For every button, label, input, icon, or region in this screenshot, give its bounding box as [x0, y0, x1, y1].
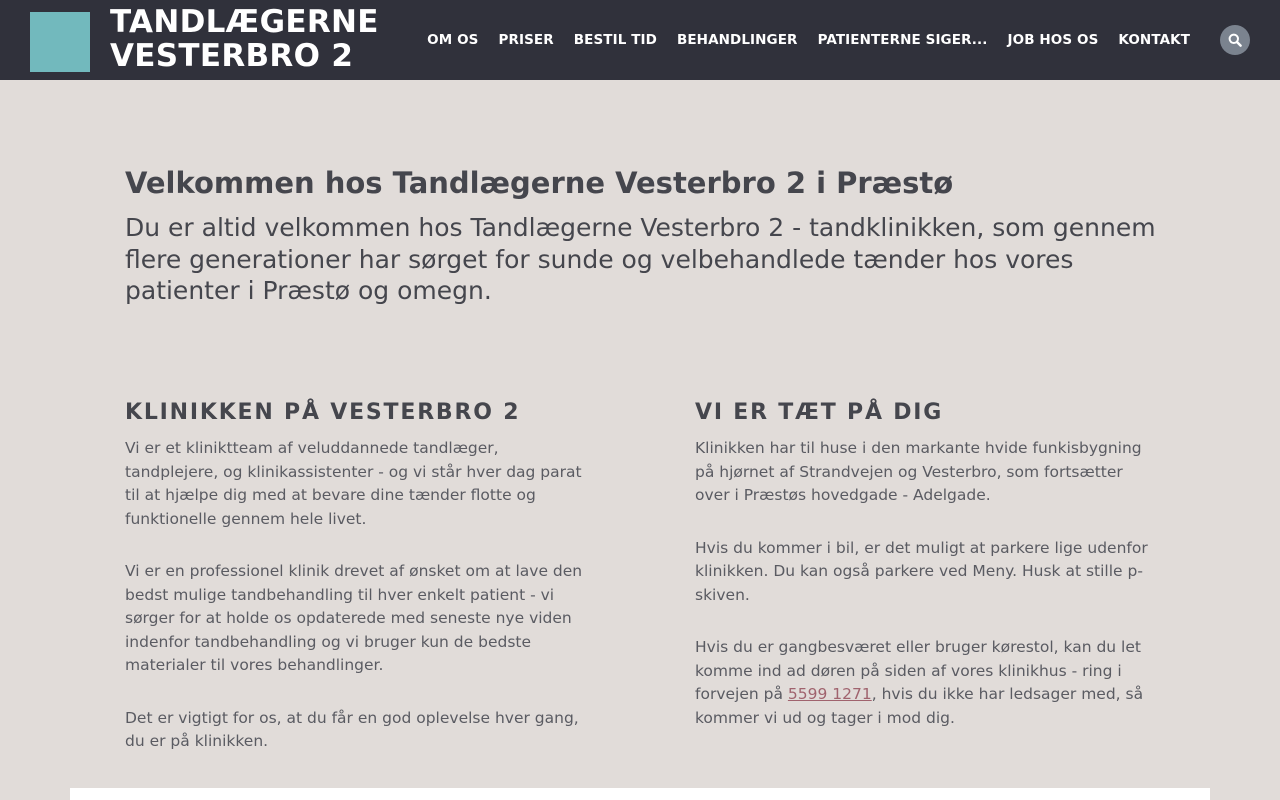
clinic-section — [125, 400, 590, 783]
site-header — [0, 0, 1280, 80]
hero-lead-text: Du er altid velkommen hos Tandlægerne Vesterbro 2 - tandklinikken, som gennem flere generationer har sørget for sunde og velbehandlede tænder hos vores patienter i Præstø og omegn. — [125, 213, 1156, 305]
location-paragraph-3 — [695, 636, 1160, 730]
clinic-paragraph-1: Vi er et kliniktteam af veluddannede tandlæger, tandplejere, og klinikassistenter - og vi står hver dag parat til at hjælpe dig med at bevare dine tænder flotte og funktionelle gennem hele livet. — [125, 439, 582, 528]
clinic-heading: KLINIKKEN PÅ VESTERBRO 2 — [125, 400, 521, 425]
nav-behandlinger[interactable]: BEHANDLINGER — [676, 32, 798, 48]
site-logo[interactable] — [30, 5, 379, 73]
accessibility-text-before: Hvis du er gangbesværet eller bruger kørestol, kan du let komme ind ad døren på siden af vores klinikhus - ring i forvejen på — [695, 638, 1141, 703]
location-paragraph-1: Klinikken har til huse i den markante hvide funkisbygning på hjørnet af Strandvejen og Vesterbro, som fortsætter over i Præstøs hovedgade - Adelgade. — [695, 439, 1142, 504]
accessibility-text-after: , hvis du ikke har ledsager med, så kommer vi ud og tager i mod dig. — [695, 685, 1144, 727]
nav-priser[interactable]: PRISER — [498, 32, 554, 48]
nav-bestil-tid[interactable]: BESTIL TID — [573, 32, 657, 48]
logo-line-2: VESTERBRO 2 — [110, 38, 354, 74]
search-button[interactable] — [1220, 25, 1250, 55]
nav-patienterne-siger[interactable]: PATIENTERNE SIGER... — [817, 32, 988, 48]
search-icon — [1228, 33, 1242, 47]
nav-kontakt[interactable]: KONTAKT — [1118, 32, 1190, 48]
logo-line-1: TANDLÆGERNE — [110, 4, 379, 40]
clinic-paragraph-3: Det er vigtigt for os, at du får en god oplevelse hver gang, du er på klinikken. — [125, 708, 579, 750]
phone-link[interactable]: 5599 1271 — [787, 685, 872, 703]
content-card-edge — [70, 788, 1210, 800]
main-nav — [407, 0, 1190, 80]
clinic-paragraph-2: Vi er en professionel klinik drevet af ønsket om at lave den bedst mulige tandbehandling til hver enkelt patient - vi sørger for at holde os opdaterede med seneste nye viden indenfor tandbehandling og vi bruger kun de bedste materialer til vores behandlinger. — [125, 562, 583, 674]
location-heading: VI ER TÆT PÅ DIG — [695, 400, 944, 425]
location-section — [695, 400, 1160, 759]
nav-job-hos-os[interactable]: JOB HOS OS — [1007, 32, 1099, 48]
logo-square — [30, 12, 90, 72]
page-title: Velkommen hos Tandlægerne Vesterbro 2 i Præstø — [125, 166, 954, 200]
logo-text — [110, 5, 379, 73]
location-paragraph-2: Hvis du kommer i bil, er det muligt at parkere lige udenfor klinikken. Du kan også parkere ved Meny. Husk at stille p-skiven. — [695, 538, 1148, 604]
nav-om-os[interactable]: OM OS — [427, 32, 479, 48]
